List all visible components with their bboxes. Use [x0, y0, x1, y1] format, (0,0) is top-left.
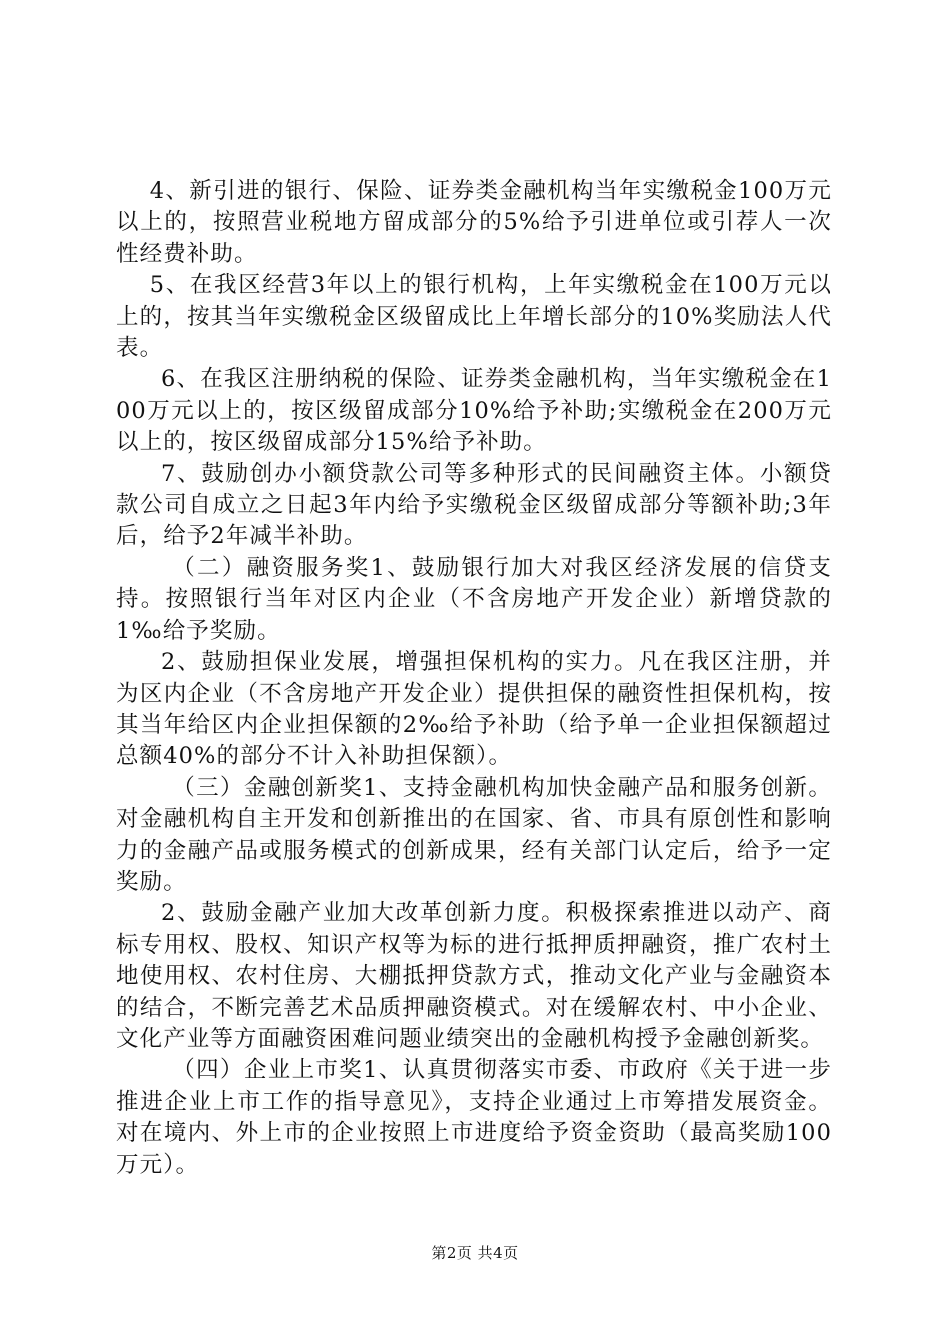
paragraph-4: 7、鼓励创办小额贷款公司等多种形式的民间融资主体。小额贷款公司自成立之日起3年内给予实缴税金区级留成部分等额补助;3年后，给予2年减半补助。 [116, 460, 832, 550]
paragraph-5: （二）融资服务奖1、鼓励银行加大对我区经济发展的信贷支持。按照银行当年对区内企业（不含房地产开发企业）新增贷款的1‰给予奖励。 [116, 554, 832, 644]
paragraph-2: 5、在我区经营3年以上的银行机构，上年实缴税金在100万元以上的，按其当年实缴税金区级留成比上年增长部分的10%奖励法人代表。 [116, 272, 832, 362]
page-number: 第2页 共4页 [431, 1244, 519, 1262]
paragraph-1: 4、新引进的银行、保险、证券类金融机构当年实缴税金100万元以上的，按照营业税地方留成部分的5%给予引进单位或引荐人一次性经费补助。 [116, 178, 832, 267]
paragraph-6: 2、鼓励担保业发展，增强担保机构的实力。凡在我区注册，并为区内企业（不含房地产开发企业）提供担保的融资性担保机构，按其当年给区内企业担保额的2‰给予补助（给予单一企业担保额超过总额40%的部分不计入补助担保额）。 [116, 649, 832, 770]
paragraph-3: 6、在我区注册纳税的保险、证券类金融机构，当年实缴税金在100万元以上的，按区级留成部分10%给予补助;实缴税金在200万元以上的，按区级留成部分15%给予补助。 [116, 366, 832, 456]
paragraph-7: （三）金融创新奖1、支持金融机构加快金融产品和服务创新。对金融机构自主开发和创新推出的在国家、省、市具有原创性和影响力的金融产品或服务模式的创新成果，经有关部门认定后，给予一定奖励。 [116, 774, 832, 895]
paragraph-9: （四）企业上市奖1、认真贯彻落实市委、市政府《关于进一步推进企业上市工作的指导意见》，支持企业通过上市筹措发展资金。对在境内、外上市的企业按照上市进度给予资金资助（最高奖励100万元）。 [116, 1057, 832, 1178]
document-body [116, 176, 832, 1181]
paragraph-8: 2、鼓励金融产业加大改革创新力度。积极探索推进以动产、商标专用权、股权、知识产权等为标的进行抵押质押融资，推广农村土地使用权、农村住房、大棚抵押贷款方式，推动文化产业与金融资本的结合，不断完善艺术品质押融资模式。对在缓解农村、中小企业、文化产业等方面融资困难问题业绩突出的金融机构授予金融创新奖。 [116, 900, 832, 1052]
